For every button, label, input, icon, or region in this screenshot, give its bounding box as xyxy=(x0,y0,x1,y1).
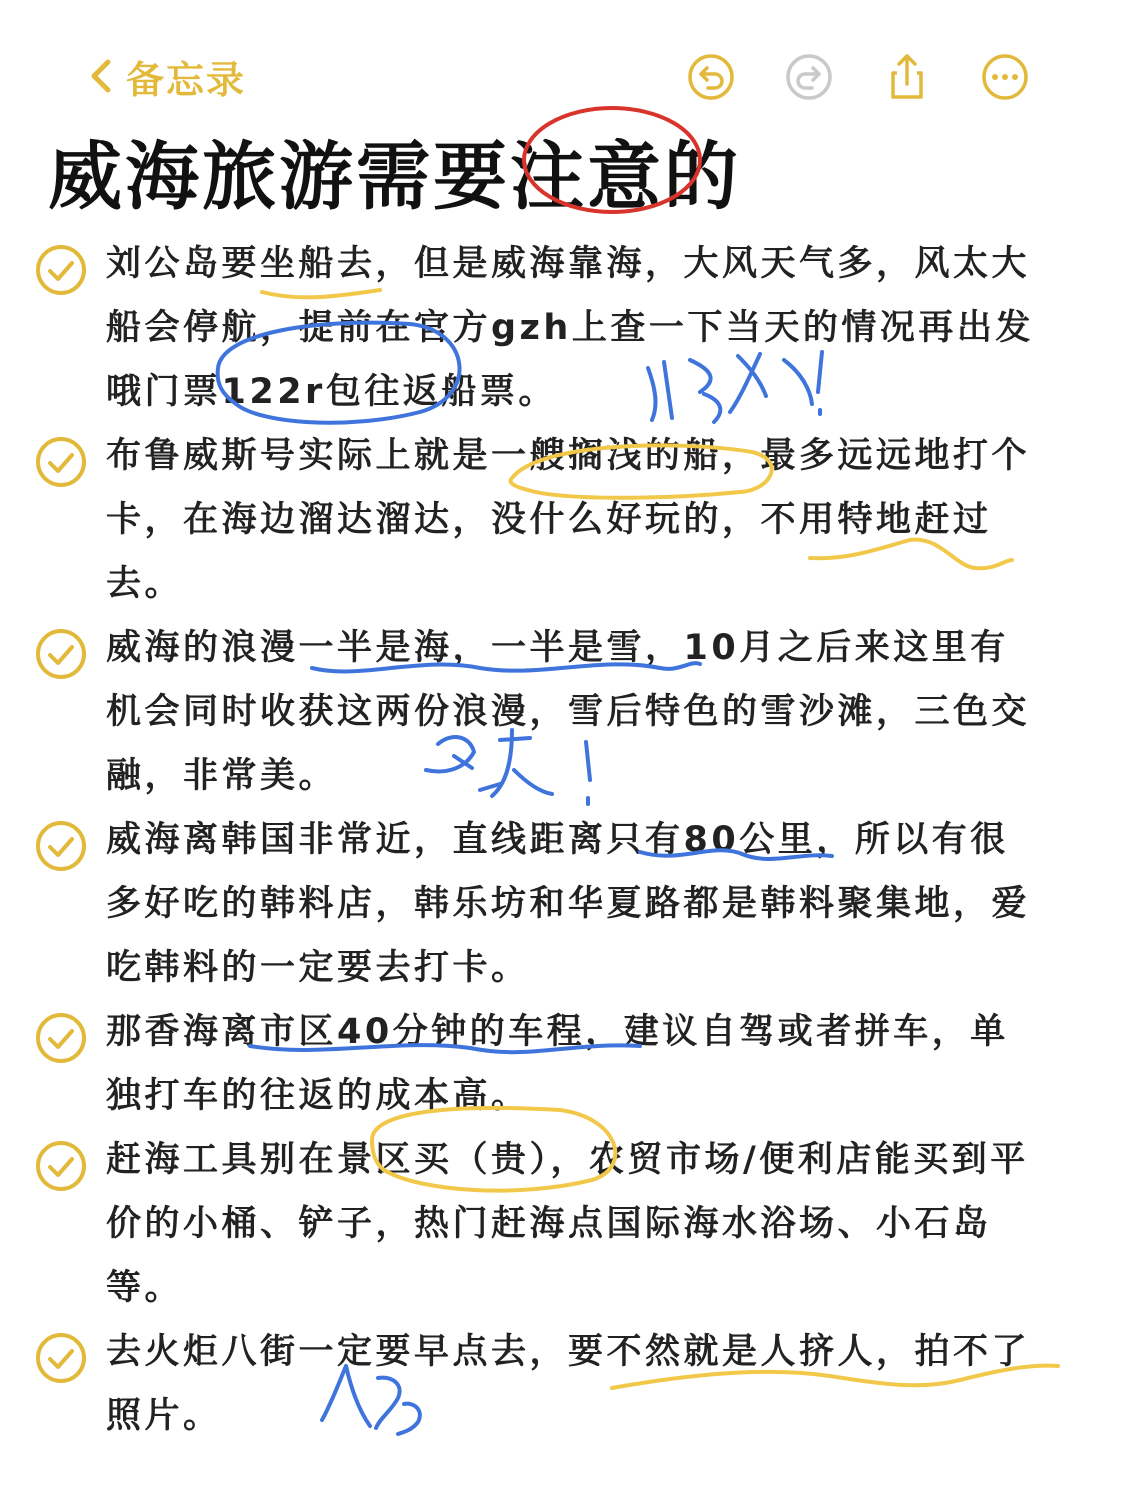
back-button[interactable] xyxy=(86,48,246,104)
checkmark-circle-icon[interactable] xyxy=(34,1331,88,1385)
checklist-item xyxy=(0,1128,1121,1320)
more-icon[interactable] xyxy=(980,52,1030,102)
checkmark-circle-icon[interactable] xyxy=(34,819,88,873)
checklist-item-text[interactable]: 那香海离市区40分钟的车程，建议自驾或者拼车，单独打车的往返的成本高。 xyxy=(106,1012,1009,1116)
share-icon[interactable] xyxy=(882,52,932,102)
checklist-item xyxy=(0,1320,1121,1448)
redo-icon[interactable] xyxy=(784,52,834,102)
checklist-item xyxy=(0,808,1121,1000)
chevron-left-icon xyxy=(86,56,116,96)
checklist xyxy=(0,232,1121,1448)
checkmark-circle-icon[interactable] xyxy=(34,435,88,489)
checklist-item-text[interactable]: 威海离韩国非常近，直线距离只有80公里，所以有很多好吃的韩料店，韩乐坊和华夏路都是韩料聚集地，爱吃韩料的一定要去打卡。 xyxy=(106,820,1031,988)
checkmark-circle-icon[interactable] xyxy=(34,627,88,681)
checklist-item-text[interactable]: 布鲁威斯号实际上就是一艘搁浅的船，最多远远地打个卡，在海边溜达溜达，没什么好玩的，不用特地赶过去。 xyxy=(106,436,1031,604)
checklist-item xyxy=(0,616,1121,808)
checklist-item-text[interactable]: 去火炬八街一定要早点去，要不然就是人挤人，拍不了照片。 xyxy=(106,1332,1031,1436)
checklist-item-text[interactable]: 威海的浪漫一半是海，一半是雪，10月之后来这里有机会同时收获这两份浪漫，雪后特色的雪沙滩，三色交融，非常美。 xyxy=(106,628,1031,796)
checkmark-circle-icon[interactable] xyxy=(34,243,88,297)
note-title[interactable]: 威海旅游需要注意的 xyxy=(48,134,741,220)
checklist-item xyxy=(0,1000,1121,1128)
back-label: 备忘录 xyxy=(126,57,247,102)
undo-icon[interactable] xyxy=(686,52,736,102)
checkmark-circle-icon[interactable] xyxy=(34,1139,88,1193)
checklist-item xyxy=(0,232,1121,424)
checklist-item xyxy=(0,424,1121,616)
checkmark-circle-icon[interactable] xyxy=(34,1011,88,1065)
navigation-bar xyxy=(0,40,1121,112)
checklist-item-text[interactable]: 赶海工具别在景区买（贵），农贸市场/便利店能买到平价的小桶、铲子，热门赶海点国际海水浴场、小石岛等。 xyxy=(106,1140,1029,1308)
checklist-item-text[interactable]: 刘公岛要坐船去，但是威海靠海，大风天气多，风太大船会停航，提前在官方gzh上查一下当天的情况再出发哦门票122r包往返船票。 xyxy=(106,244,1034,412)
